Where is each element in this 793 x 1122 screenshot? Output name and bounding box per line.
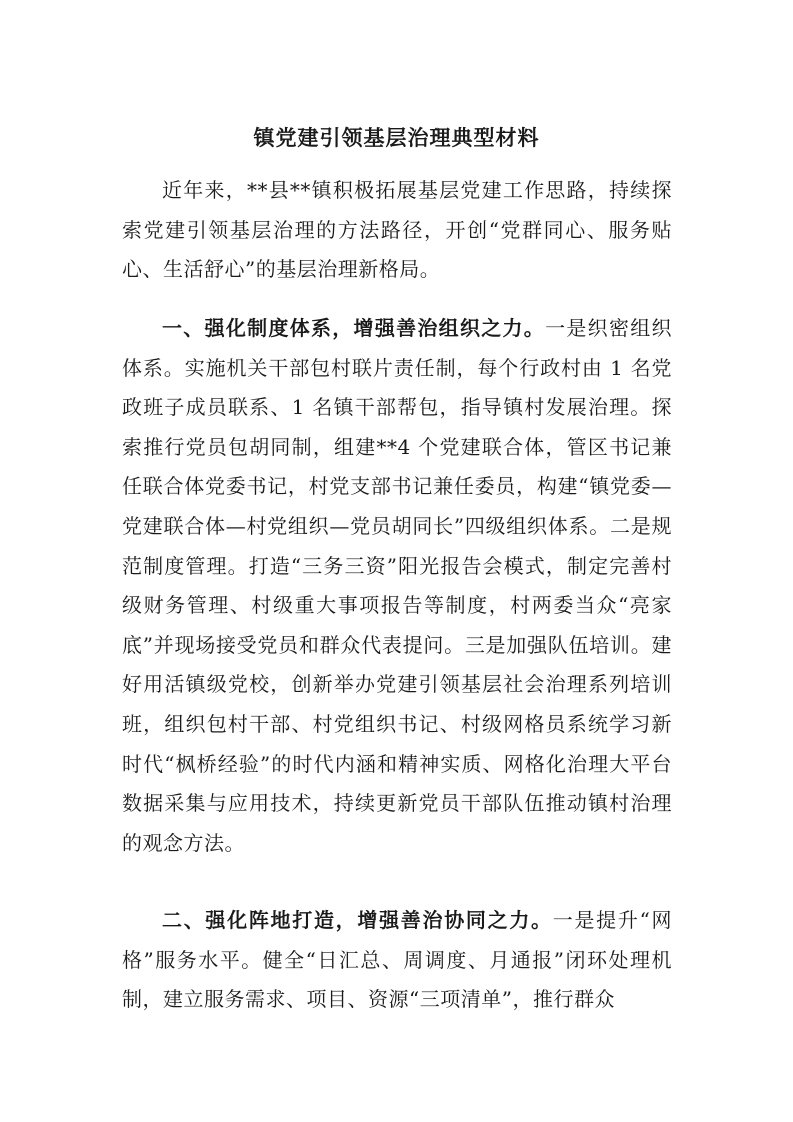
section-1-body: 一是织密组织体系。实施机关干部包村联片责任制，每个行政村由 1 名党政班子成员联系、1 名镇干部帮包，指导镇村发展治理。探索推行党员包胡同制，组建**4 个党建联合体，管区书记兼任联合体党委书记，村党支部书记兼任委员，构建“镇党委—党建联合体—村党组织—党员胡同长”四级组织体系。二是规范制度管理。打造“三务三资”阳光报告会模式，制定完善村级财务管理、村级重大事项报告等制度，村两委当众“亮家底”并现场接受党员和群众代表提问。三是加强队伍培训。建好用活镇级党校，创新举办党建引领基层社会治理系列培训班，组织包村干部、村党组织书记、村级网格员系统学习新时代“枫桥经验”的时代内涵和精神实质、网格化治理大平台数据采集与应用技术，持续更新党员干部队伍推动镇村治理的观念方法。: [122, 316, 673, 855]
section-2-heading: 二、强化阵地打造，增强善治协同之力。: [162, 908, 553, 932]
intro-paragraph: 近年来，**县**镇积极拓展基层党建工作思路，持续探索党建引领基层治理的方法路径，开创“党群同心、服务贴心、生活舒心”的基层治理新格局。: [122, 178, 672, 282]
section-1-paragraph: [122, 309, 672, 863]
section-2-paragraph: [122, 901, 672, 1020]
document-title: 镇党建引领基层治理典型材料: [253, 125, 540, 150]
section-1-heading: 一、强化制度体系，增强善治组织之力。: [162, 316, 546, 340]
section-2-body: 一是提升“网格”服务水平。健全“日汇总、周调度、月通报”闭环处理机制，建立服务需求、项目、资源“三项清单”，推行群众: [122, 908, 672, 1012]
